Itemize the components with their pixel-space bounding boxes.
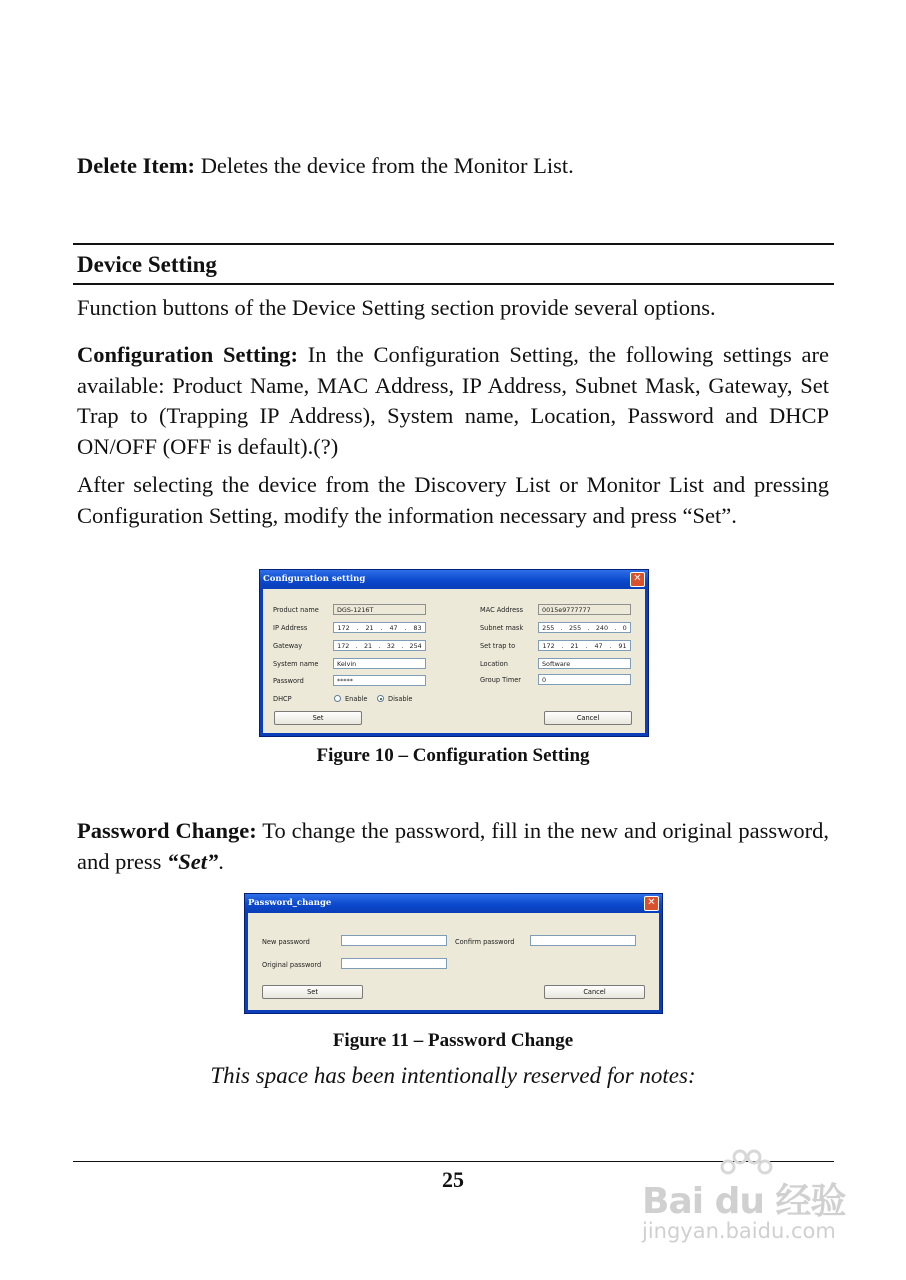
set-trap-field[interactable]: 172 . 21 . 47 . 91 bbox=[538, 640, 631, 651]
ip-address-field[interactable]: 172 . 21 . 47 . 83 bbox=[333, 622, 426, 633]
configuration-paragraph bbox=[77, 340, 829, 462]
configuration-text: In the Configuration Setting, the following settings are available: Product Name, MAC Address, IP Address, Subnet Mask, Gateway, Set Trap to (Trapping IP Address), System name, Location, Password and DHCP ON/OFF (OFF is default).(?) bbox=[77, 342, 829, 459]
heading-bottom-rule bbox=[73, 283, 834, 285]
after-selecting-paragraph: After selecting the device from the Discovery List or Monitor List and pressing Configuration Setting, modify the information necessary and press “Set”. bbox=[77, 472, 829, 528]
device-setting-heading: Device Setting bbox=[77, 252, 217, 277]
dhcp-enable-label: Enable bbox=[345, 695, 368, 703]
mac-address-field: 0015e9777777 bbox=[538, 604, 631, 615]
product-name-field: DGS-1216T bbox=[333, 604, 426, 615]
ip-octet: 47 bbox=[389, 624, 398, 632]
ip-octet: 172 bbox=[337, 624, 350, 632]
configuration-dialog bbox=[259, 569, 649, 737]
trap-octet: 47 bbox=[594, 642, 603, 650]
password-change-paragraph bbox=[77, 816, 829, 877]
system-name-field[interactable]: Kelvin bbox=[333, 658, 426, 669]
dhcp-disable-label: Disable bbox=[388, 695, 413, 703]
subnet-mask-label: Subnet mask bbox=[480, 624, 524, 632]
password-change-dialog bbox=[244, 893, 663, 1014]
password-change-label: Password Change: bbox=[77, 818, 257, 843]
trap-octet: 172 bbox=[542, 642, 555, 650]
system-name-label: System name bbox=[273, 660, 319, 668]
page-number: 25 bbox=[442, 1167, 464, 1192]
new-password-field[interactable] bbox=[341, 935, 447, 946]
dhcp-enable-radio[interactable] bbox=[334, 695, 341, 702]
password-dialog-body bbox=[248, 913, 659, 1010]
password-field[interactable]: ***** bbox=[333, 675, 426, 686]
subnet-octet: 255 bbox=[568, 624, 582, 632]
set-button[interactable]: Set bbox=[262, 985, 363, 999]
gateway-field[interactable]: 172 . 21 . 32 . 254 bbox=[333, 640, 426, 651]
subnet-octet: 255 bbox=[542, 624, 555, 632]
baidu-watermark bbox=[640, 1145, 900, 1255]
delete-item-label: Delete Item: bbox=[77, 153, 196, 178]
dhcp-label: DHCP bbox=[273, 695, 292, 703]
cancel-button[interactable]: Cancel bbox=[544, 985, 645, 999]
gateway-label: Gateway bbox=[273, 642, 303, 650]
trap-octet: 21 bbox=[570, 642, 579, 650]
subnet-mask-field[interactable]: 255 . 255 . 240 . 0 bbox=[538, 622, 631, 633]
trap-octet: 91 bbox=[618, 642, 627, 650]
location-label: Location bbox=[480, 660, 508, 668]
ip-address-label: IP Address bbox=[273, 624, 308, 632]
notes-reserved-text: This space has been intentionally reserved for notes: bbox=[210, 1063, 696, 1088]
gateway-octet: 32 bbox=[386, 642, 395, 650]
subnet-octet: 240 bbox=[595, 624, 609, 632]
dhcp-disable-radio[interactable] bbox=[377, 695, 384, 702]
confirm-password-label: Confirm password bbox=[455, 938, 515, 946]
password-change-text: To change the password, fill in the new and original password, and press bbox=[77, 818, 829, 874]
delete-item-paragraph bbox=[77, 151, 829, 182]
device-setting-intro: Function buttons of the Device Setting section provide several options. bbox=[77, 295, 716, 320]
confirm-password-field[interactable] bbox=[530, 935, 636, 946]
original-password-field[interactable] bbox=[341, 958, 447, 969]
configuration-dialog-body bbox=[263, 589, 645, 733]
password-change-end: . bbox=[218, 848, 224, 874]
group-timer-label: Group Timer bbox=[480, 676, 522, 684]
gateway-octet: 172 bbox=[337, 642, 350, 650]
configuration-dialog-title: Configuration setting bbox=[260, 570, 648, 588]
product-name-label: Product name bbox=[273, 606, 319, 614]
cancel-button[interactable]: Cancel bbox=[544, 711, 632, 725]
location-field[interactable]: Software bbox=[538, 658, 631, 669]
configuration-label: Configuration Setting: bbox=[77, 342, 298, 367]
set-emphasis: “Set” bbox=[166, 848, 219, 874]
mac-address-label: MAC Address bbox=[480, 606, 524, 614]
gateway-octet: 21 bbox=[363, 642, 373, 650]
close-icon[interactable]: ✕ bbox=[644, 896, 659, 911]
password-label: Password bbox=[273, 677, 304, 685]
close-icon[interactable]: ✕ bbox=[630, 572, 645, 587]
set-trap-label: Set trap to bbox=[480, 642, 516, 650]
heading-top-rule bbox=[73, 243, 834, 245]
gateway-octet: 254 bbox=[409, 642, 422, 650]
subnet-octet: 0 bbox=[622, 624, 627, 632]
original-password-label: Original password bbox=[262, 961, 322, 969]
new-password-label: New password bbox=[262, 938, 310, 946]
ip-octet: 21 bbox=[365, 624, 374, 632]
figure-10-caption: Figure 10 – Configuration Setting bbox=[316, 745, 590, 766]
password-dialog-title: Password_change bbox=[245, 894, 662, 912]
set-button[interactable]: Set bbox=[274, 711, 362, 725]
delete-item-text: Deletes the device from the Monitor List. bbox=[195, 153, 574, 178]
watermark-url: jingyan.baidu.com bbox=[642, 1219, 836, 1243]
figure-11-caption: Figure 11 – Password Change bbox=[332, 1030, 574, 1051]
group-timer-field[interactable]: 0 bbox=[538, 674, 631, 685]
watermark-brand: Bai du 经验 bbox=[642, 1181, 846, 1222]
ip-octet: 83 bbox=[413, 624, 422, 632]
